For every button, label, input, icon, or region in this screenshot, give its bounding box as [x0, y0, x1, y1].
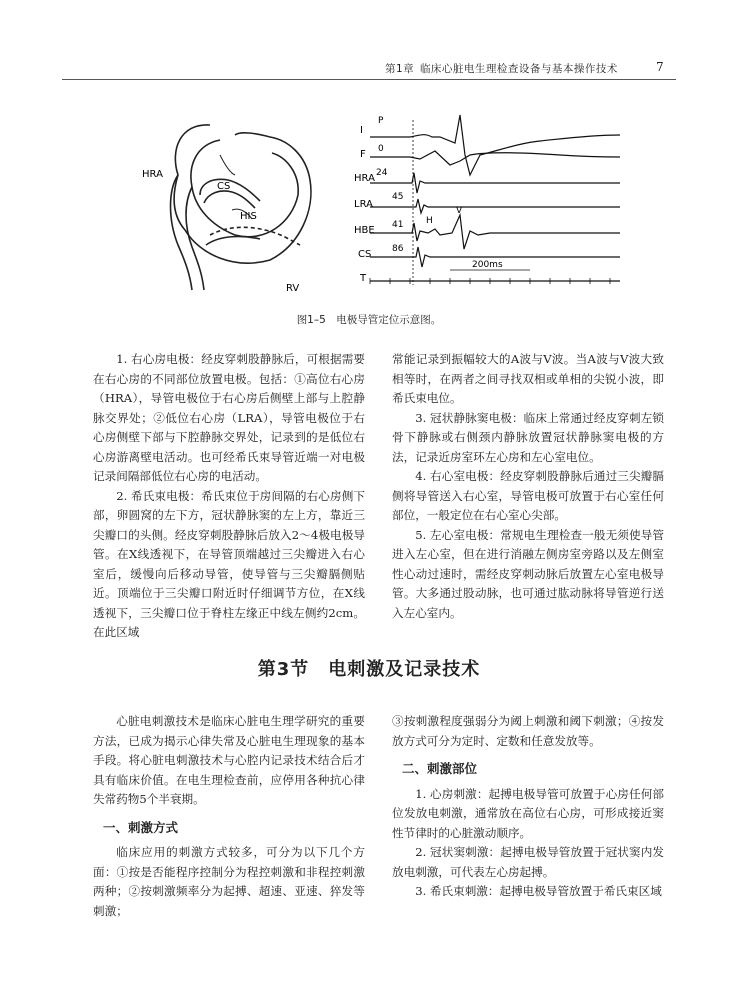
- lead-hbe: HBE: [354, 225, 375, 236]
- header-title: 临床心脏电生理检查设备与基本操作技术: [419, 63, 618, 75]
- figure-caption: 图1–5 电极导管定位示意图。: [296, 314, 442, 326]
- body-top-right-column: [392, 350, 664, 623]
- running-header: [385, 61, 665, 76]
- marker-41: 41: [392, 220, 404, 230]
- marker-24: 24: [376, 168, 388, 178]
- heart-schematic: [171, 125, 311, 290]
- scale-bar-label: 200ms: [472, 260, 503, 270]
- paragraph: 2. 冠状窦刺激：起搏电极导管放置于冠状窦内发放电刺激，可代表左心房起搏。: [392, 845, 664, 879]
- figure-drawing: [60, 95, 680, 305]
- paragraph: 临床应用的刺激方式较多，可分为以下几个方面：①按是否能程序控制分为程控刺激和非程控刺激两种；②按刺激频率分为起搏、超速、亚速、猝发等刺激；: [93, 845, 365, 918]
- paragraph: 心脏电刺激技术是临床心脏电生理学研究的重要方法，已成为揭示心律失常及心脏电生理现象的基本手段。将心脏电刺激技术与心腔内记录技术结合后才具有临床价值。在电生理检查前，应停用各种抗心律失常药物5个半衰期。: [93, 714, 365, 806]
- section-title: 第3节 电刺激及记录技术: [257, 659, 481, 680]
- heart-label-his: HIS: [240, 211, 257, 222]
- lead-cs: CS: [358, 249, 372, 260]
- marker-h: H: [426, 216, 433, 226]
- heart-label-cs: CS: [217, 181, 231, 192]
- paragraph: ③按刺激程度强弱分为阈上刺激和阈下刺激；④按发放方式可分为定时、定数和任意发放等。: [392, 714, 664, 748]
- subheading-stimulation-methods: 一、刺激方式: [103, 819, 179, 835]
- page-number: 7: [656, 60, 664, 74]
- paragraph: 1. 心房刺激：起搏电极导管可放置于心房任何部位发放电刺激，通常放在高位右心房，可形成接近窦性节律时的心脏激动顺序。: [392, 786, 664, 840]
- marker-45: 45: [392, 192, 404, 202]
- paragraph: 3. 希氏束刺激：起搏电极导管放置于希氏束区域: [415, 884, 662, 898]
- header-rule: [62, 79, 676, 80]
- paragraph: 3. 冠状静脉窦电极：临床上常通过经皮穿刺左锁骨下静脉或右侧颈内静脉放置冠状静脉窦电极的方法，记录近房室环左心房和左心室电位。: [392, 410, 664, 464]
- paragraph: 常能记录到振幅较大的A波与V波。当A波与V波大致相等时，在两者之间寻找双相或单相的尖锐小波，即希氏束电位。: [392, 352, 664, 405]
- figure-1-5: [60, 95, 680, 305]
- paragraph: 5. 左心室电极：常规电生理检查一般无须使导管进入左心室，但在进行消融左侧房室旁路以及左侧室性心动过速时，需经皮穿刺动脉后放置左心室电极导管。大多通过股动脉，也可通过肱动脉将导管逆行送入左心室内。: [392, 527, 664, 620]
- paragraph: 1. 右心房电极：经皮穿刺股静脉后，可根据需要在右心房的不同部位放置电极。包括：①高位右心房（HRA），导管电极位于右心房后侧壁上部与上腔静脉交界处；②低位右心房（LRA），导管电极位于右心房侧壁下部与下腔静脉交界处，记录到的是低位右心房游离壁电活动。也可经希氏束导管近端一对电极记录间隔部低位右心房的电活动。: [93, 352, 365, 483]
- lead-f: F: [360, 149, 366, 160]
- lead-i: I: [360, 125, 363, 136]
- body-bottom-left-column: [93, 712, 365, 921]
- lead-t: T: [360, 273, 367, 284]
- marker-v: V: [456, 206, 463, 216]
- paragraph: 2. 希氏束电极：希氏束位于房间隔的右心房侧下部，卵圆窝的左下方，冠状静脉窦的左上方，靠近三尖瓣口的头侧。经皮穿刺股静脉后放入2～4极电极导管。在X线透视下，在导管顶端越过三尖瓣进入右心室后，缓慢向后移动导管，使导管与三尖瓣膈侧贴近。顶端位于三尖瓣口附近时仔细调节方位，在X线透视下，三尖瓣口位于脊柱左缘正中线左侧约2cm。在此区域: [93, 488, 365, 639]
- marker-86: 86: [392, 244, 404, 254]
- paragraph: 4. 右心室电极：经皮穿刺股静脉后通过三尖瓣膈侧将导管送入右心室，导管电极可放置于右心室任何部位，一般定位在右心室心尖部。: [392, 469, 664, 522]
- heart-label-rv: RV: [286, 283, 300, 294]
- lead-lra: LRA: [354, 199, 373, 210]
- marker-0: 0: [378, 144, 384, 154]
- header-chapter: 第1章: [385, 63, 415, 75]
- body-bottom-right-column: [392, 712, 664, 902]
- ecg-traces: [370, 115, 620, 281]
- heart-label-hra: HRA: [142, 169, 163, 180]
- subheading-stimulation-sites: 二、刺激部位: [402, 761, 478, 776]
- lead-hra: HRA: [354, 173, 375, 184]
- body-top-left-column: [93, 350, 365, 643]
- marker-p: P: [378, 116, 384, 126]
